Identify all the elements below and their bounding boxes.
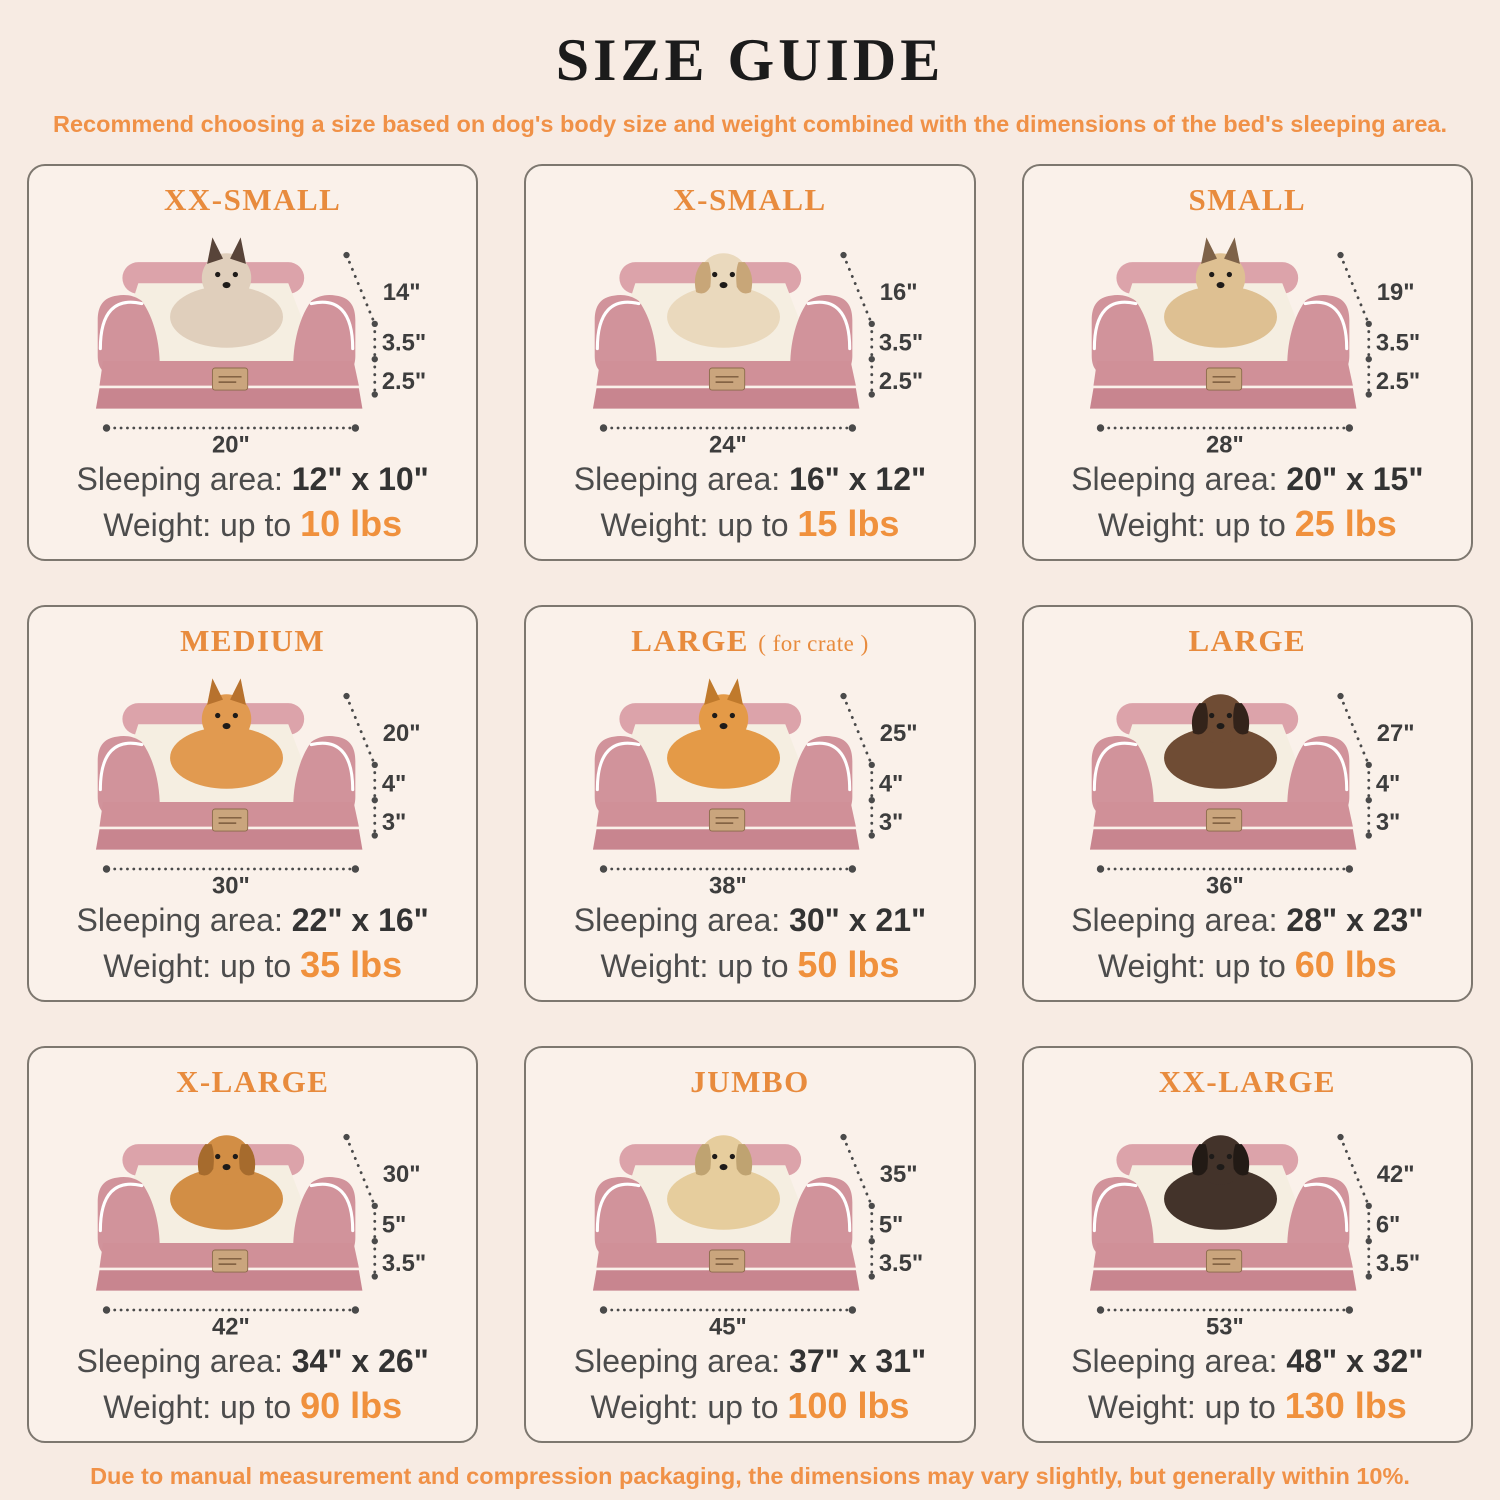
dim-label-width: 38": [709, 872, 747, 899]
card-size-name: XX-LARGE: [1158, 1064, 1336, 1099]
dim-label-base-height: 3": [381, 809, 407, 837]
weight-value: 90 lbs: [300, 1385, 403, 1426]
subtitle: Recommend choosing a size based on dog's body size and weight combined with the dimensions of the bed's sleeping area.: [53, 111, 1447, 137]
weight-line: [1098, 942, 1397, 987]
dim-label-arm-height: 5": [878, 1211, 904, 1239]
dim-label-back-height: 27": [1377, 720, 1415, 748]
size-card-xx-large: [1022, 1046, 1473, 1443]
weight-label: Weight: up to: [600, 948, 789, 984]
card-title: [164, 182, 341, 218]
weight-line: [103, 501, 402, 546]
weight-value: 15 lbs: [797, 503, 900, 544]
dim-label-width: 20": [211, 431, 250, 458]
pet-eye: [712, 272, 717, 277]
size-card-large: [1022, 605, 1473, 1002]
pet-nose: [720, 282, 728, 288]
weight-value: 50 lbs: [797, 944, 900, 985]
sleeping-area-line: [574, 1341, 926, 1381]
dim-label-base-height: 2.5": [381, 368, 426, 396]
dim-label-back-height: 42": [1377, 1161, 1415, 1189]
bed-illustration: [52, 218, 454, 458]
dim-label-arm-height: 4": [1376, 770, 1401, 798]
weight-value: 10 lbs: [300, 503, 403, 544]
dim-label-base-height: 3.5": [381, 1250, 426, 1278]
footer-note: Due to manual measurement and compression packaging, the dimensions may vary slightly, but generally within 10%.: [90, 1463, 1410, 1489]
weight-line: [1088, 1383, 1407, 1428]
pet-eye: [730, 272, 735, 277]
weight-value: 25 lbs: [1294, 503, 1397, 544]
sleeping-area-line: [574, 459, 926, 499]
pet-eye: [232, 1154, 237, 1159]
card-title-suffix: ( for crate ): [758, 631, 869, 656]
weight-label: Weight: up to: [103, 948, 292, 984]
dim-label-width: 28": [1206, 431, 1245, 458]
dim-label-back-height: 30": [382, 1161, 421, 1189]
pet-eye: [215, 1154, 220, 1159]
bed-base-bottom: [96, 829, 362, 849]
dim-label-width: 24": [709, 431, 747, 458]
dim-label-base-height: 2.5": [1376, 368, 1421, 396]
weight-label: Weight: up to: [1087, 1389, 1276, 1425]
card-title: [690, 1064, 809, 1100]
bed-illustration-wrap: [534, 1100, 965, 1340]
bed-illustration: [1046, 218, 1448, 458]
pet-eye: [1227, 1154, 1232, 1159]
brand-tag: [709, 809, 744, 831]
card-title: [176, 1064, 329, 1100]
sleeping-area-label: Sleeping area:: [1071, 1343, 1278, 1379]
sleeping-area-value: 16" x 12": [789, 461, 927, 497]
brand-tag: [212, 368, 247, 390]
dim-label-arm-height: 4": [381, 770, 407, 798]
card-size-name: XX-SMALL: [163, 182, 342, 217]
sleeping-area-label: Sleeping area:: [1071, 461, 1278, 497]
weight-label: Weight: up to: [103, 507, 292, 543]
dim-label-arm-height: 3.5": [878, 329, 924, 357]
sleeping-area-value: 34" x 26": [291, 1343, 429, 1379]
bed-illustration: [549, 659, 951, 899]
card-size-name: LARGE: [1188, 623, 1307, 658]
weight-value: 60 lbs: [1294, 944, 1397, 985]
bed-illustration: [549, 1100, 951, 1340]
bed-illustration-wrap: [37, 218, 468, 458]
pet-eye: [1209, 713, 1214, 718]
size-card-small: [1022, 164, 1473, 561]
dim-label-back-height: 19": [1377, 279, 1415, 307]
dim-label-width: 45": [709, 1313, 747, 1340]
bed-illustration: [549, 218, 951, 458]
dim-label-back-height: 35": [879, 1161, 918, 1189]
brand-tag: [212, 809, 247, 831]
weight-line: [601, 942, 900, 987]
bed-illustration: [1046, 659, 1448, 899]
sleeping-area-label: Sleeping area:: [1071, 902, 1278, 938]
size-card-medium: [27, 605, 478, 1002]
sleeping-area-label: Sleeping area:: [76, 1343, 283, 1379]
card-title: [1188, 623, 1306, 659]
bed-base-bottom: [593, 388, 859, 408]
card-title: [673, 182, 826, 218]
dim-label-base-height: 3": [878, 809, 904, 837]
sleeping-area-line: [1071, 1341, 1423, 1381]
dim-label-width: 53": [1206, 1313, 1245, 1340]
dim-label-back-height: 14": [382, 279, 421, 307]
sleeping-area-value: 20" x 15": [1286, 461, 1424, 497]
pet-nose: [222, 1164, 230, 1170]
brand-tag: [1207, 368, 1242, 390]
dim-label-arm-height: 5": [381, 1211, 407, 1239]
sleeping-area-label: Sleeping area:: [76, 902, 283, 938]
pet-eye: [232, 272, 237, 277]
dim-label-back-height: 16": [879, 279, 918, 307]
pet-eye: [1209, 1154, 1214, 1159]
sleeping-area-line: [76, 900, 428, 940]
sleeping-area-label: Sleeping area:: [573, 461, 781, 497]
brand-tag: [709, 368, 744, 390]
bed-base-bottom: [1090, 1270, 1356, 1290]
pet-eye: [1227, 713, 1232, 718]
pet-nose: [1217, 282, 1225, 288]
sleeping-area-line: [1071, 900, 1423, 940]
pet-nose: [1217, 723, 1225, 729]
bed-illustration-wrap: [1032, 218, 1463, 458]
dim-label-base-height: 2.5": [878, 368, 924, 396]
pet-eye: [730, 1154, 735, 1159]
sleeping-area-line: [76, 459, 428, 499]
dim-label-base-height: 3.5": [878, 1250, 924, 1278]
pet-eye: [232, 713, 237, 718]
dim-label-width: 30": [211, 872, 250, 899]
pet-eye: [712, 1154, 717, 1159]
bed-illustration-wrap: [37, 659, 468, 899]
bed-illustration: [52, 1100, 454, 1340]
brand-tag: [1207, 809, 1242, 831]
dim-label-base-height: 3.5": [1376, 1250, 1421, 1278]
card-size-name: SMALL: [1188, 182, 1307, 217]
sleeping-area-line: [574, 900, 926, 940]
pet-nose: [1217, 1164, 1225, 1170]
card-size-name: JUMBO: [690, 1064, 810, 1099]
weight-line: [591, 1383, 910, 1428]
pet-nose: [720, 723, 728, 729]
weight-label: Weight: up to: [1097, 507, 1286, 543]
brand-tag: [1207, 1250, 1242, 1272]
card-size-name: MEDIUM: [180, 623, 326, 658]
pet-eye: [712, 713, 717, 718]
dim-label-arm-height: 4": [878, 770, 904, 798]
sleeping-area-label: Sleeping area:: [573, 902, 781, 938]
dim-label-width: 42": [211, 1313, 250, 1340]
size-grid: [27, 164, 1473, 1443]
bed-illustration-wrap: [1032, 1100, 1463, 1340]
pet-eye: [1209, 272, 1214, 277]
weight-label: Weight: up to: [103, 1389, 292, 1425]
pet-eye: [730, 713, 735, 718]
bed-illustration-wrap: [534, 659, 965, 899]
dim-label-back-height: 25": [879, 720, 918, 748]
dim-label-arm-height: 3.5": [1376, 329, 1421, 357]
sleeping-area-value: 48" x 32": [1286, 1343, 1424, 1379]
bed-illustration-wrap: [534, 218, 965, 458]
pet-eye: [1227, 272, 1232, 277]
dim-label-back-height: 20": [382, 720, 421, 748]
bed-base-bottom: [1090, 829, 1356, 849]
card-size-name: LARGE: [631, 623, 749, 658]
sleeping-area-label: Sleeping area:: [76, 461, 283, 497]
weight-line: [103, 942, 402, 987]
sleeping-area-value: 12" x 10": [291, 461, 429, 497]
size-card-x-small: [524, 164, 975, 561]
sleeping-area-value: 22" x 16": [291, 902, 429, 938]
card-title: [180, 623, 325, 659]
dim-label-width: 36": [1206, 872, 1245, 899]
bed-illustration-wrap: [1032, 659, 1463, 899]
card-size-name: X-LARGE: [175, 1064, 330, 1099]
pet-nose: [222, 282, 230, 288]
pet-eye: [215, 272, 220, 277]
pet-eye: [215, 713, 220, 718]
pet-nose: [720, 1164, 728, 1170]
brand-tag: [709, 1250, 744, 1272]
pet-nose: [222, 723, 230, 729]
weight-line: [103, 1383, 402, 1428]
bed-base-bottom: [593, 1270, 859, 1290]
sleeping-area-value: 37" x 31": [789, 1343, 927, 1379]
weight-label: Weight: up to: [1097, 948, 1286, 984]
size-card-jumbo: [524, 1046, 975, 1443]
card-title: [1159, 1064, 1336, 1100]
sleeping-area-label: Sleeping area:: [573, 1343, 781, 1379]
weight-line: [1098, 501, 1397, 546]
bed-illustration: [1046, 1100, 1448, 1340]
size-card-x-large: [27, 1046, 478, 1443]
bed-base-bottom: [1090, 388, 1356, 408]
sleeping-area-line: [1071, 459, 1423, 499]
dim-label-arm-height: 3.5": [381, 329, 426, 357]
weight-line: [601, 501, 900, 546]
dim-label-base-height: 3": [1376, 809, 1401, 837]
bed-illustration-wrap: [37, 1100, 468, 1340]
bed-illustration: [52, 659, 454, 899]
bed-base-bottom: [593, 829, 859, 849]
sleeping-area-value: 30" x 21": [789, 902, 927, 938]
brand-tag: [212, 1250, 247, 1272]
card-title: [631, 623, 869, 659]
page-title: SIZE GUIDE: [555, 27, 945, 93]
size-card-large-for-crate: [524, 605, 975, 1002]
weight-value: 100 lbs: [787, 1385, 910, 1426]
size-card-xx-small: [27, 164, 478, 561]
weight-value: 130 lbs: [1284, 1385, 1407, 1426]
bed-base-bottom: [96, 1270, 362, 1290]
weight-value: 35 lbs: [300, 944, 403, 985]
card-title: [1188, 182, 1306, 218]
sleeping-area-line: [76, 1341, 428, 1381]
bed-base-bottom: [96, 388, 362, 408]
card-size-name: X-SMALL: [673, 182, 827, 217]
weight-label: Weight: up to: [600, 507, 789, 543]
weight-label: Weight: up to: [590, 1389, 779, 1425]
sleeping-area-value: 28" x 23": [1286, 902, 1424, 938]
dim-label-arm-height: 6": [1376, 1211, 1401, 1239]
